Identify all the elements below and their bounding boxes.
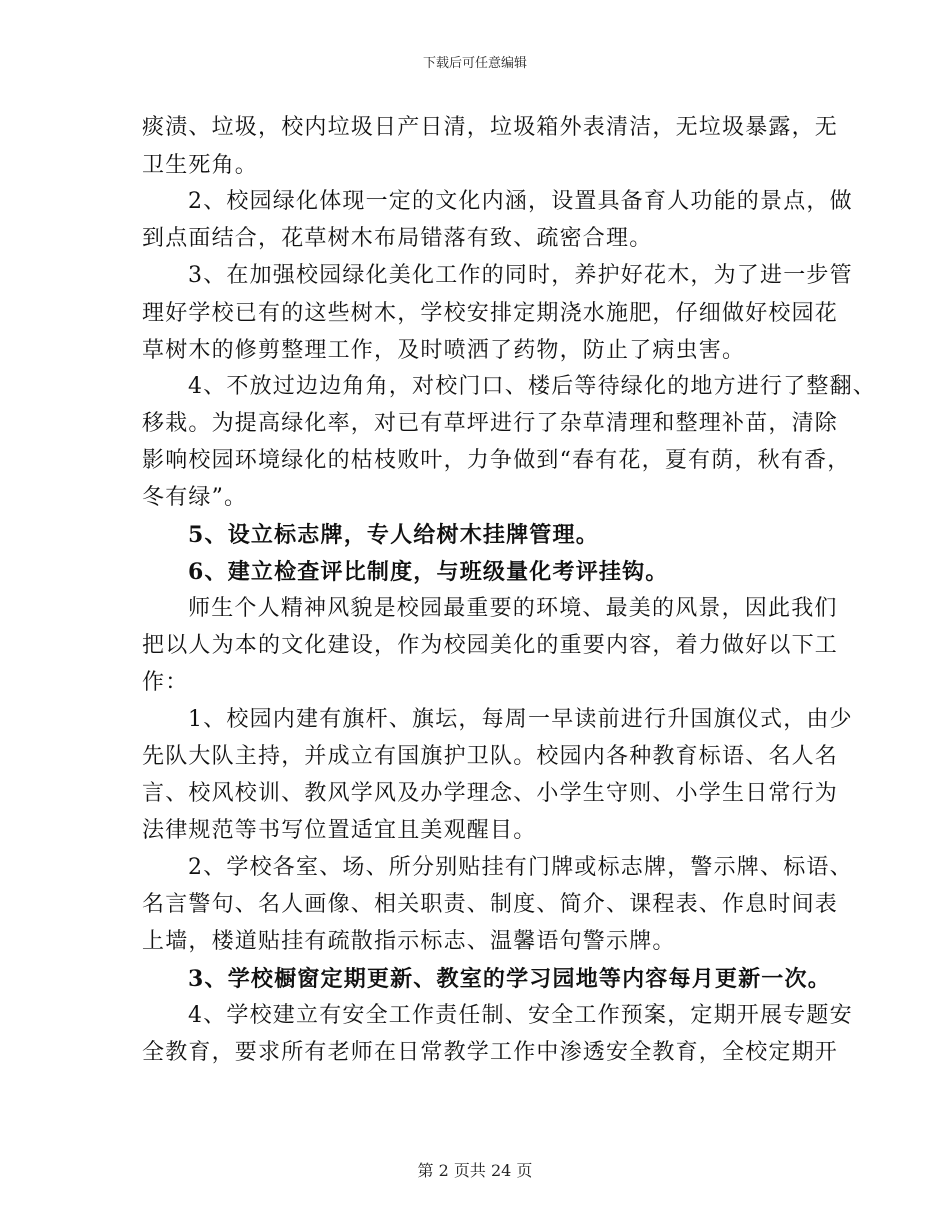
text-line: 3、在加强校园绿化美化工作的同时，养护好花木，为了进一步管 <box>188 263 853 288</box>
text-line: 影响校园环境绿化的枯枝败叶，力争做到“春有花，夏有荫，秋有香， <box>142 448 851 473</box>
text-line: 名言警句、名人画像、相关职责、制度、简介、课程表、作息时间表 <box>142 892 839 917</box>
text-line: 作： <box>142 670 189 695</box>
bold-heading-line: 5、设立标志牌，专人给树木挂牌管理。 <box>188 522 599 548</box>
text-line: 草树木的修剪整理工作，及时喷洒了药物，防止了病虫害。 <box>142 338 746 363</box>
text-line: 移栽。为提高绿化率，对已有草坪进行了杂草清理和整理补苗，清除 <box>142 411 839 436</box>
bold-heading-line: 6、建立检查评比制度，与班级量化考评挂钩。 <box>188 559 669 585</box>
bold-heading-line: 3、学校橱窗定期更新、教室的学习园地等内容每月更新一次。 <box>188 966 831 992</box>
text-line: 4、不放过边边角角，对校门口、楼后等待绿化的地方进行了整翻、 <box>188 374 876 399</box>
text-line: 先队大队主持，并成立有国旗护卫队。校园内各种教育标语、名人名 <box>142 744 839 769</box>
text-line: 1、校园内建有旗杆、旗坛，每周一早读前进行升国旗仪式，由少 <box>188 707 853 732</box>
text-line: 理好学校已有的这些树木，学校安排定期浇水施肥，仔细做好校园花 <box>142 301 839 326</box>
text-line: 痰渍、垃圾，校内垃圾日产日清，垃圾箱外表清洁，无垃圾暴露，无 <box>142 115 839 140</box>
text-line: 师生个人精神风貌是校园最重要的环境、最美的风景，因此我们 <box>188 596 838 621</box>
page-header: 下载后可任意编辑 <box>422 56 527 71</box>
text-line: 上墙，楼道贴挂有疏散指示标志、温馨语句警示牌。 <box>142 929 676 954</box>
text-line: 法律规范等书写位置适宜且美观醒目。 <box>142 818 537 843</box>
text-line: 把以人为本的文化建设，作为校园美化的重要内容，着力做好以下工 <box>142 633 839 658</box>
page-footer: 第 2 页共 24 页 <box>417 1161 533 1180</box>
text-line: 2、学校各室、场、所分别贴挂有门牌或标志牌，警示牌、标语、 <box>188 855 853 880</box>
text-line: 卫生死角。 <box>142 153 259 178</box>
text-line: 冬有绿”。 <box>142 485 248 510</box>
text-line: 到点面结合，花草树木布局错落有致、疏密合理。 <box>142 226 653 251</box>
text-line: 4、学校建立有安全工作责任制、安全工作预案，定期开展专题安 <box>188 1003 853 1028</box>
text-line: 言、校风校训、教风学风及办学理念、小学生守则、小学生日常行为 <box>142 781 839 806</box>
text-line: 2、校园绿化体现一定的文化内涵，设置具备育人功能的景点，做 <box>188 189 853 214</box>
text-line: 全教育，要求所有老师在日常教学工作中渗透安全教育，全校定期开 <box>142 1040 839 1065</box>
